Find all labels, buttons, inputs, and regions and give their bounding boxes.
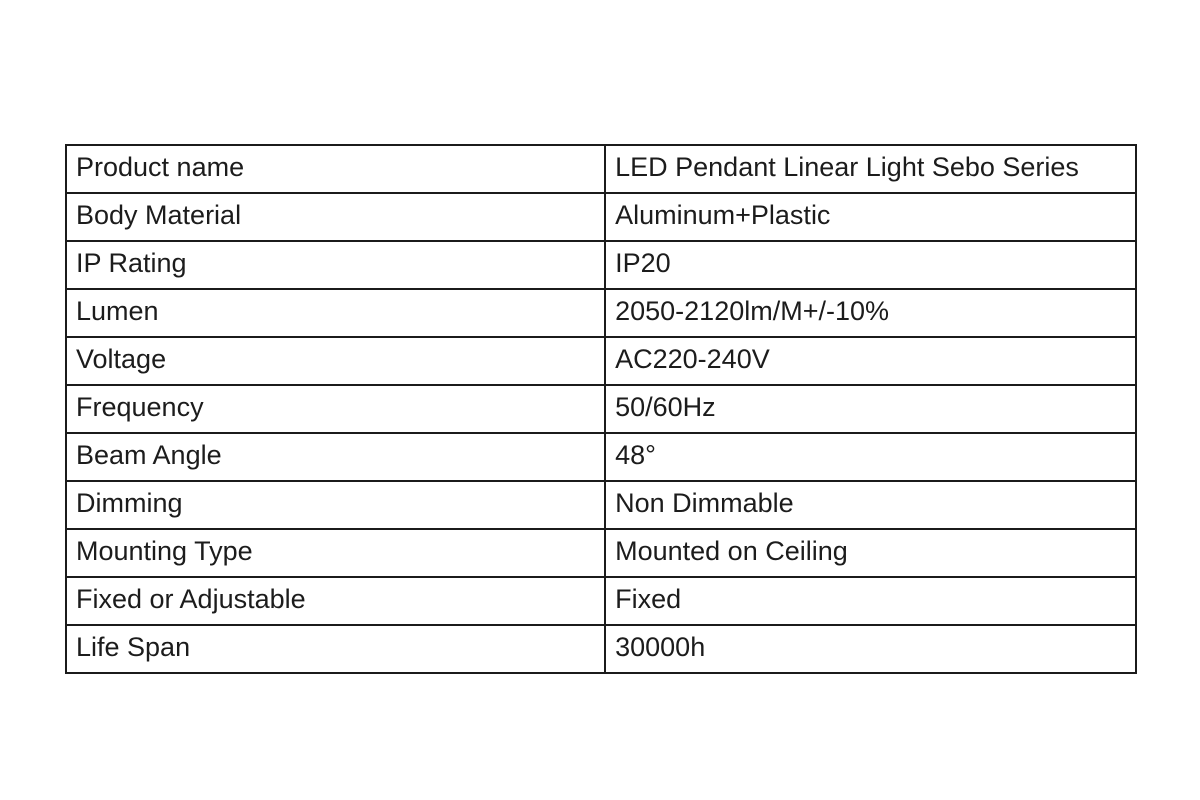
spec-label-cell: Dimming: [66, 481, 605, 529]
spec-value-cell: Aluminum+Plastic: [605, 193, 1136, 241]
spec-label-cell: Mounting Type: [66, 529, 605, 577]
table-row: [66, 625, 1136, 673]
table-row: [66, 337, 1136, 385]
spec-value-cell: Mounted on Ceiling: [605, 529, 1136, 577]
table-row: [66, 385, 1136, 433]
table-row: [66, 577, 1136, 625]
spec-label-cell: Frequency: [66, 385, 605, 433]
spec-label-cell: Fixed or Adjustable: [66, 577, 605, 625]
spec-label-cell: Beam Angle: [66, 433, 605, 481]
table-row: [66, 289, 1136, 337]
spec-label-cell: Product name: [66, 145, 605, 193]
table-row: [66, 481, 1136, 529]
table-row: [66, 433, 1136, 481]
spec-value-cell: 30000h: [605, 625, 1136, 673]
spec-value-cell: Non Dimmable: [605, 481, 1136, 529]
table-row: [66, 529, 1136, 577]
spec-label-cell: IP Rating: [66, 241, 605, 289]
spec-value-cell: LED Pendant Linear Light Sebo Series: [605, 145, 1136, 193]
table-row: [66, 241, 1136, 289]
spec-label-cell: Life Span: [66, 625, 605, 673]
table-row: [66, 193, 1136, 241]
spec-value-cell: 2050-2120lm/M+/-10%: [605, 289, 1136, 337]
spec-label-cell: Voltage: [66, 337, 605, 385]
product-spec-table: [65, 144, 1137, 674]
spec-value-cell: 48°: [605, 433, 1136, 481]
spec-value-cell: AC220-240V: [605, 337, 1136, 385]
table-row: [66, 145, 1136, 193]
spec-value-cell: IP20: [605, 241, 1136, 289]
spec-value-cell: 50/60Hz: [605, 385, 1136, 433]
spec-label-cell: Lumen: [66, 289, 605, 337]
spec-value-cell: Fixed: [605, 577, 1136, 625]
spec-label-cell: Body Material: [66, 193, 605, 241]
